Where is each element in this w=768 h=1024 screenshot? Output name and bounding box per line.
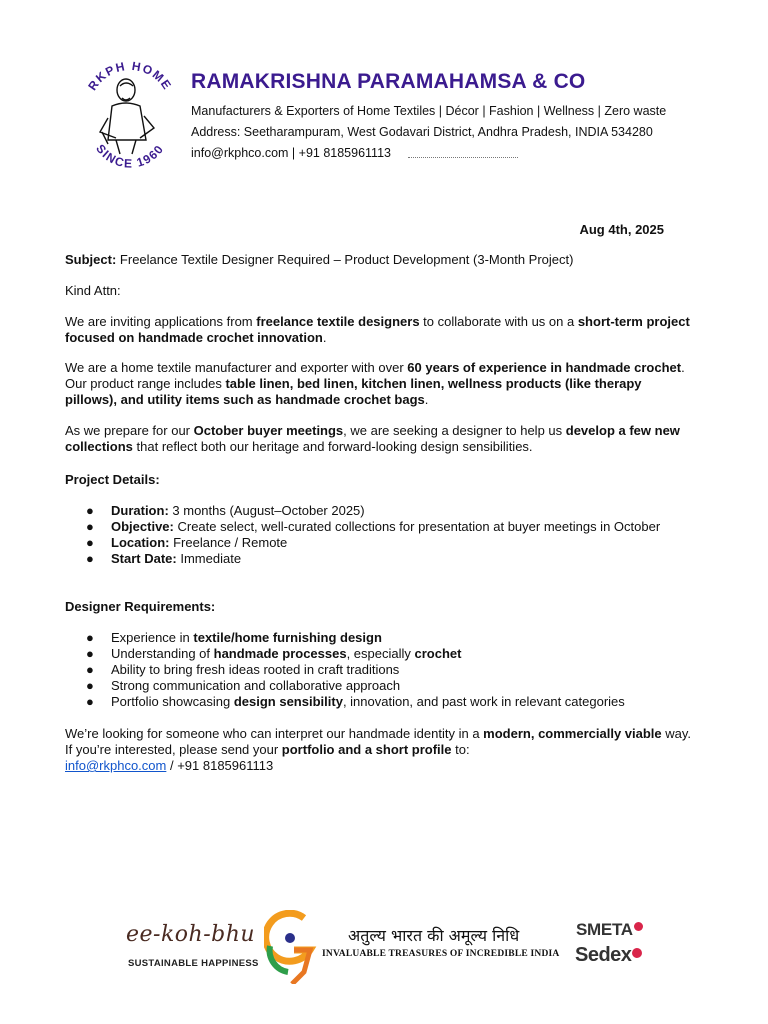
company-address: Address: Seetharampuram, West Godavari District, Andhra Pradesh, INDIA 534280: [191, 125, 653, 139]
paragraph-closing: We’re looking for someone who can interpret our handmade identity in a modern, commercially viable way. If you’re interested, please send your portfolio and a short profile to: info@rkphco.com / +91 8185961113: [65, 726, 692, 773]
paragraph-invitation: We are inviting applications from freelance textile designers to collaborate with us on a short-term project focused on handmade crochet innovation.: [65, 314, 690, 345]
sedex-logo: Sedex: [575, 944, 632, 966]
smeta-logo: SMETA: [576, 920, 633, 939]
paragraph-about: We are a home textile manufacturer and exporter with over 60 years of experience in handmade crochet. Our product range includes table linen, bed linen, kitchen linen, wellness products (like therapy pillows), and utility items such as handmade crochet bags.: [65, 360, 685, 407]
svg-text:RKPH HOME: RKPH HOME: [85, 58, 175, 93]
ekb-tagline: SUSTAINABLE HAPPINESS: [128, 958, 259, 969]
weaver-illustration-icon: [100, 79, 154, 154]
salutation: Kind Attn:: [65, 283, 121, 298]
list-item: ● Strong communication and collaborative approach: [86, 678, 401, 693]
phone-number: / +91 8185961113: [166, 758, 274, 773]
svg-text:SINCE 1960: SINCE 1960: [93, 141, 167, 171]
list-item: ● Objective: Create select, well-curated collections for presentation at buyer meetings in October: [86, 519, 661, 534]
ekb-logo-script: ee-koh-bhu: [126, 922, 256, 947]
smeta-dot-icon: [634, 922, 643, 931]
list-item: ● Experience in textile/home furnishing design: [86, 630, 382, 645]
company-tagline: Manufacturers & Exporters of Home Textiles | Décor | Fashion | Wellness | Zero waste: [191, 104, 667, 118]
company-logo-seal: [78, 48, 178, 183]
requirements-list: [86, 630, 686, 710]
gi-tagline: INVALUABLE TREASURES OF INCREDIBLE INDIA: [322, 949, 560, 959]
company-name: RAMAKRISHNA PARAMAHAMSA & CO: [191, 70, 586, 93]
paragraph-purpose: As we prepare for our October buyer meetings, we are seeking a designer to help us develop a few new collections that reflect both our heritage and forward-looking design sensibilities.: [65, 423, 680, 454]
email-link[interactable]: info@rkphco.com: [65, 758, 167, 773]
requirements-heading: Designer Requirements:: [65, 599, 216, 614]
list-item: ● Understanding of handmade processes, especially crochet: [86, 646, 462, 661]
gi-hindi-text: अतुल्य भारत की अमूल्य निधि: [348, 926, 520, 945]
project-details-list: [86, 503, 686, 567]
project-details-heading: Project Details:: [65, 472, 160, 487]
list-item: ● Duration: 3 months (August–October 2025): [86, 503, 365, 518]
list-item: ● Portfolio showcasing design sensibility, innovation, and past work in relevant categories: [86, 694, 625, 709]
letter-date: Aug 4th, 2025: [579, 222, 664, 237]
list-item: ● Start Date: Immediate: [86, 551, 242, 566]
footer-logos: [0, 900, 768, 1000]
list-item: ● Ability to bring fresh ideas rooted in craft traditions: [86, 662, 400, 677]
list-item: ● Location: Freelance / Remote: [86, 535, 288, 550]
subject-line: Subject: Freelance Textile Designer Required – Product Development (3-Month Project): [65, 252, 574, 267]
gi-logo-icon: [264, 910, 320, 984]
company-contact: info@rkphco.com | +91 8185961113: [191, 146, 391, 160]
sedex-dot-icon: [632, 948, 642, 958]
header-dotted-line: [408, 157, 518, 158]
